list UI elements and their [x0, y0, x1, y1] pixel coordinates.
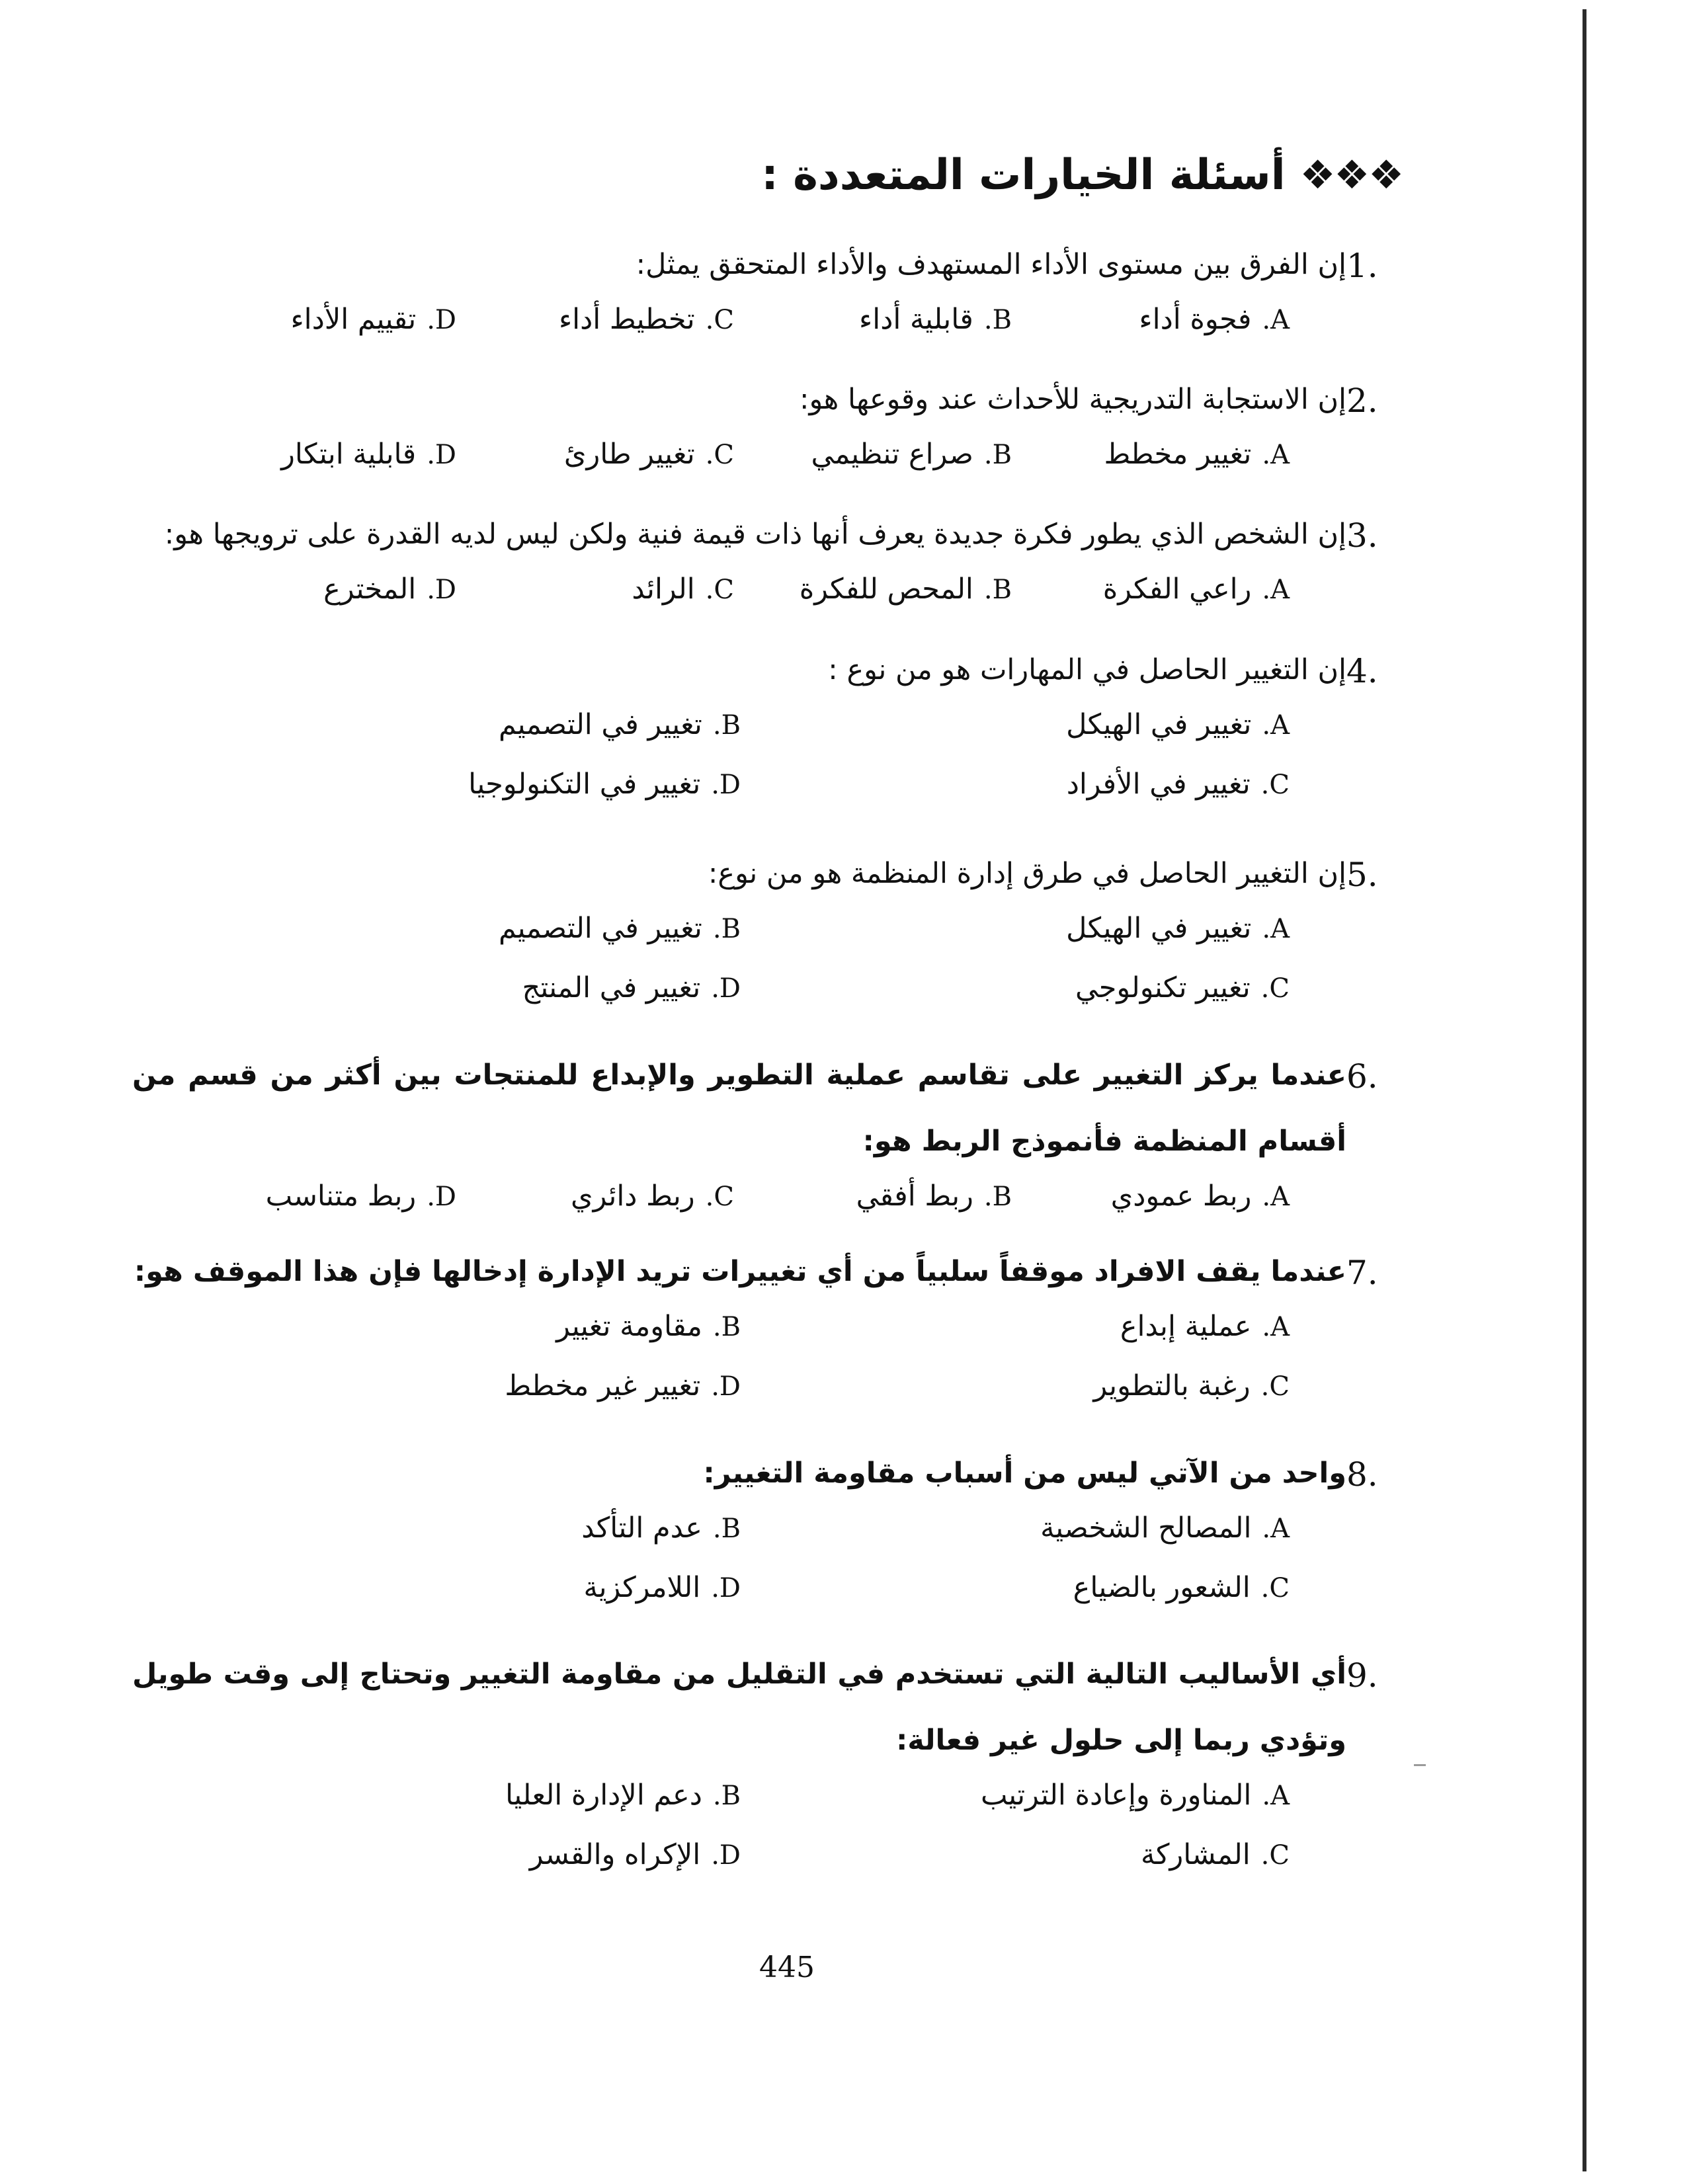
option-b	[344, 1779, 741, 1812]
option-text: المناورة وإعادة الترتيب	[980, 1779, 1252, 1812]
option-text: تغيير في الهيكل	[1066, 708, 1252, 741]
option-letter: D.	[711, 1371, 741, 1402]
option-d	[245, 303, 456, 336]
option-letter: B.	[983, 305, 1012, 335]
heading-text: أسئلة الخيارات المتعددة :	[761, 151, 1286, 200]
option-text: الإكراه والقسر	[529, 1838, 701, 1871]
option-c	[741, 1571, 1290, 1604]
option-letter: C.	[705, 305, 734, 335]
option-d	[344, 1571, 741, 1604]
option-a	[1012, 303, 1290, 336]
question-6	[132, 1057, 1389, 1213]
option-letter: B.	[983, 440, 1012, 470]
question-text: عندما يقف الافراد موقفاً سلبياً من أي تغييرات تريد الإدارة إدخالها فإن هذا الموقف هو:	[134, 1255, 1346, 1288]
option-letter: B.	[712, 914, 741, 944]
option-text: قابلية ابتكار	[281, 438, 417, 471]
option-a	[741, 1779, 1290, 1812]
option-letter: D.	[711, 770, 741, 800]
option-letter: D.	[427, 575, 456, 605]
option-letter: C.	[1260, 770, 1290, 800]
option-text: ربط أفقي	[856, 1180, 973, 1213]
option-letter: A.	[1262, 1312, 1290, 1342]
option-b	[344, 708, 741, 741]
option-a	[741, 1310, 1290, 1343]
option-b	[344, 912, 741, 945]
option-d	[245, 1180, 456, 1213]
option-letter: D.	[711, 973, 741, 1004]
option-a	[1012, 573, 1290, 606]
option-d	[344, 768, 741, 801]
option-text: تغيير مخطط	[1104, 438, 1252, 471]
question-9	[132, 1656, 1389, 1871]
option-c	[456, 573, 734, 606]
option-text: اللامركزية	[583, 1571, 701, 1604]
question-number: 3.	[1346, 516, 1378, 555]
option-a	[741, 708, 1290, 741]
option-b	[734, 438, 1012, 471]
option-text: تغيير في المنتج	[522, 971, 701, 1004]
question-number: 8.	[1346, 1455, 1378, 1494]
margin-rule	[1583, 9, 1586, 2171]
option-text: فجوة أداء	[1139, 303, 1252, 336]
option-letter: C.	[1260, 973, 1290, 1004]
option-text: ربط دائري	[571, 1180, 695, 1213]
question-5	[132, 855, 1389, 1004]
option-text: ربط متناسب	[265, 1180, 417, 1213]
option-text: المشاركة	[1141, 1838, 1251, 1871]
option-a	[1012, 438, 1290, 471]
option-letter: D.	[427, 305, 456, 335]
option-text: تغيير في التكنولوجيا	[468, 768, 701, 801]
option-letter: B.	[983, 1182, 1012, 1212]
question-text: إن الشخص الذي يطور فكرة جديدة يعرف أنها ذات قيمة فنية ولكن ليس لديه القدرة على ترويجها هو:	[164, 518, 1346, 551]
option-d	[344, 971, 741, 1004]
option-text: تخطيط أداء	[558, 303, 695, 336]
option-b	[734, 1180, 1012, 1213]
question-text: إن الاستجابة التدريجية للأحداث عند وقوعها هو:	[799, 383, 1346, 416]
question-8	[132, 1455, 1389, 1604]
option-letter: B.	[712, 1514, 741, 1544]
option-b	[734, 573, 1012, 606]
option-letter: D.	[711, 1840, 741, 1871]
option-text: دعم الإدارة العليا	[505, 1779, 702, 1812]
option-text: المخترع	[323, 573, 417, 606]
options	[245, 912, 1290, 1004]
option-text: رغبة بالتطوير	[1093, 1369, 1251, 1402]
option-text: قابلية أداء	[859, 303, 973, 336]
option-text: المحص للفكرة	[799, 573, 973, 606]
option-a	[1012, 1180, 1290, 1213]
option-letter: A.	[1262, 710, 1290, 741]
diamond-bullets-icon: ❖❖❖	[1299, 152, 1403, 198]
options	[245, 1779, 1290, 1871]
options	[245, 708, 1290, 801]
option-d	[344, 1838, 741, 1871]
option-text: الشعور بالضياع	[1073, 1571, 1251, 1604]
option-text: صراع تنظيمي	[811, 438, 973, 471]
option-letter: A.	[1262, 1514, 1290, 1544]
scan-mark	[1414, 1764, 1426, 1766]
option-text: ربط عمودي	[1110, 1180, 1252, 1213]
option-c	[456, 303, 734, 336]
option-c	[741, 768, 1290, 801]
option-letter: C.	[1260, 1840, 1290, 1871]
option-text: راعي الفكرة	[1102, 573, 1252, 606]
option-text: عدم التأكد	[581, 1512, 702, 1545]
question-number: 9.	[1346, 1656, 1378, 1695]
option-letter: B.	[712, 710, 741, 741]
options	[245, 1180, 1290, 1213]
options	[245, 1310, 1290, 1402]
question-text: أي الأساليب التالية التي تستخدم في التقليل من مقاومة التغيير وتحتاج إلى وقت طويل وتؤدي ربما إلى حلول غير فعالة:	[132, 1658, 1346, 1757]
option-text: تغيير غير مخطط	[505, 1369, 701, 1402]
question-1	[132, 246, 1389, 336]
option-b	[344, 1310, 741, 1343]
option-letter: A.	[1262, 575, 1290, 605]
option-letter: B.	[983, 575, 1012, 605]
option-letter: A.	[1262, 1182, 1290, 1212]
option-letter: D.	[427, 440, 456, 470]
option-text: الرائد	[632, 573, 695, 606]
option-a	[741, 1512, 1290, 1545]
options	[245, 303, 1290, 336]
option-b	[344, 1512, 741, 1545]
options	[245, 438, 1290, 471]
option-c	[741, 1838, 1290, 1871]
option-letter: C.	[705, 1182, 734, 1212]
option-d	[245, 438, 456, 471]
question-number: 4.	[1346, 652, 1378, 690]
option-text: تغيير في التصميم	[498, 912, 702, 945]
option-letter: D.	[711, 1573, 741, 1603]
options	[245, 1512, 1290, 1604]
question-3	[132, 516, 1389, 606]
option-letter: B.	[712, 1781, 741, 1811]
question-number: 6.	[1346, 1057, 1378, 1096]
option-c	[456, 438, 734, 471]
question-text: إن الفرق بين مستوى الأداء المستهدف والأداء المتحقق يمثل:	[636, 248, 1346, 281]
option-letter: A.	[1262, 914, 1290, 944]
option-text: تغيير في الهيكل	[1066, 912, 1252, 945]
option-letter: A.	[1262, 440, 1290, 470]
option-text: مقاومة تغيير	[556, 1310, 702, 1343]
option-letter: A.	[1262, 1781, 1290, 1811]
option-text: تغيير في التصميم	[498, 708, 702, 741]
option-c	[456, 1180, 734, 1213]
option-letter: C.	[705, 440, 734, 470]
question-text: إن التغيير الحاصل في المهارات هو من نوع :	[828, 653, 1346, 686]
option-a	[741, 912, 1290, 945]
section-heading	[761, 151, 1403, 200]
option-d	[344, 1369, 741, 1402]
option-letter: C.	[1260, 1573, 1290, 1603]
question-2	[132, 381, 1389, 471]
option-text: تغيير تكنولوجي	[1075, 971, 1251, 1004]
option-text: تغيير طارئ	[563, 438, 695, 471]
options	[245, 573, 1290, 606]
option-c	[741, 971, 1290, 1004]
option-text: المصالح الشخصية	[1040, 1512, 1252, 1545]
option-text: تغيير في الأفراد	[1066, 768, 1251, 801]
question-text: إن التغيير الحاصل في طرق إدارة المنظمة هو من نوع:	[708, 857, 1346, 890]
option-letter: B.	[712, 1312, 741, 1342]
page-number: 445	[759, 1951, 815, 1984]
option-d	[245, 573, 456, 606]
question-number: 5.	[1346, 856, 1378, 894]
option-letter: C.	[705, 575, 734, 605]
option-letter: A.	[1262, 305, 1290, 335]
question-text: عندما يركز التغيير على تقاسم عملية التطوير والإبداع للمنتجات بين أكثر من قسم من أقسام المنظمة فأنموذج الربط هو:	[132, 1059, 1346, 1158]
question-number: 2.	[1346, 382, 1378, 420]
question-4	[132, 651, 1389, 801]
question-number: 1.	[1346, 247, 1378, 285]
question-number: 7.	[1346, 1254, 1378, 1292]
option-text: تقييم الأداء	[290, 303, 417, 336]
option-text: عملية إبداع	[1120, 1310, 1252, 1343]
option-letter: D.	[427, 1182, 456, 1212]
question-text: واحد من الآتي ليس من أسباب مقاومة التغيير:	[703, 1457, 1346, 1490]
option-letter: C.	[1260, 1371, 1290, 1402]
option-c	[741, 1369, 1290, 1402]
option-b	[734, 303, 1012, 336]
question-7	[132, 1253, 1389, 1402]
